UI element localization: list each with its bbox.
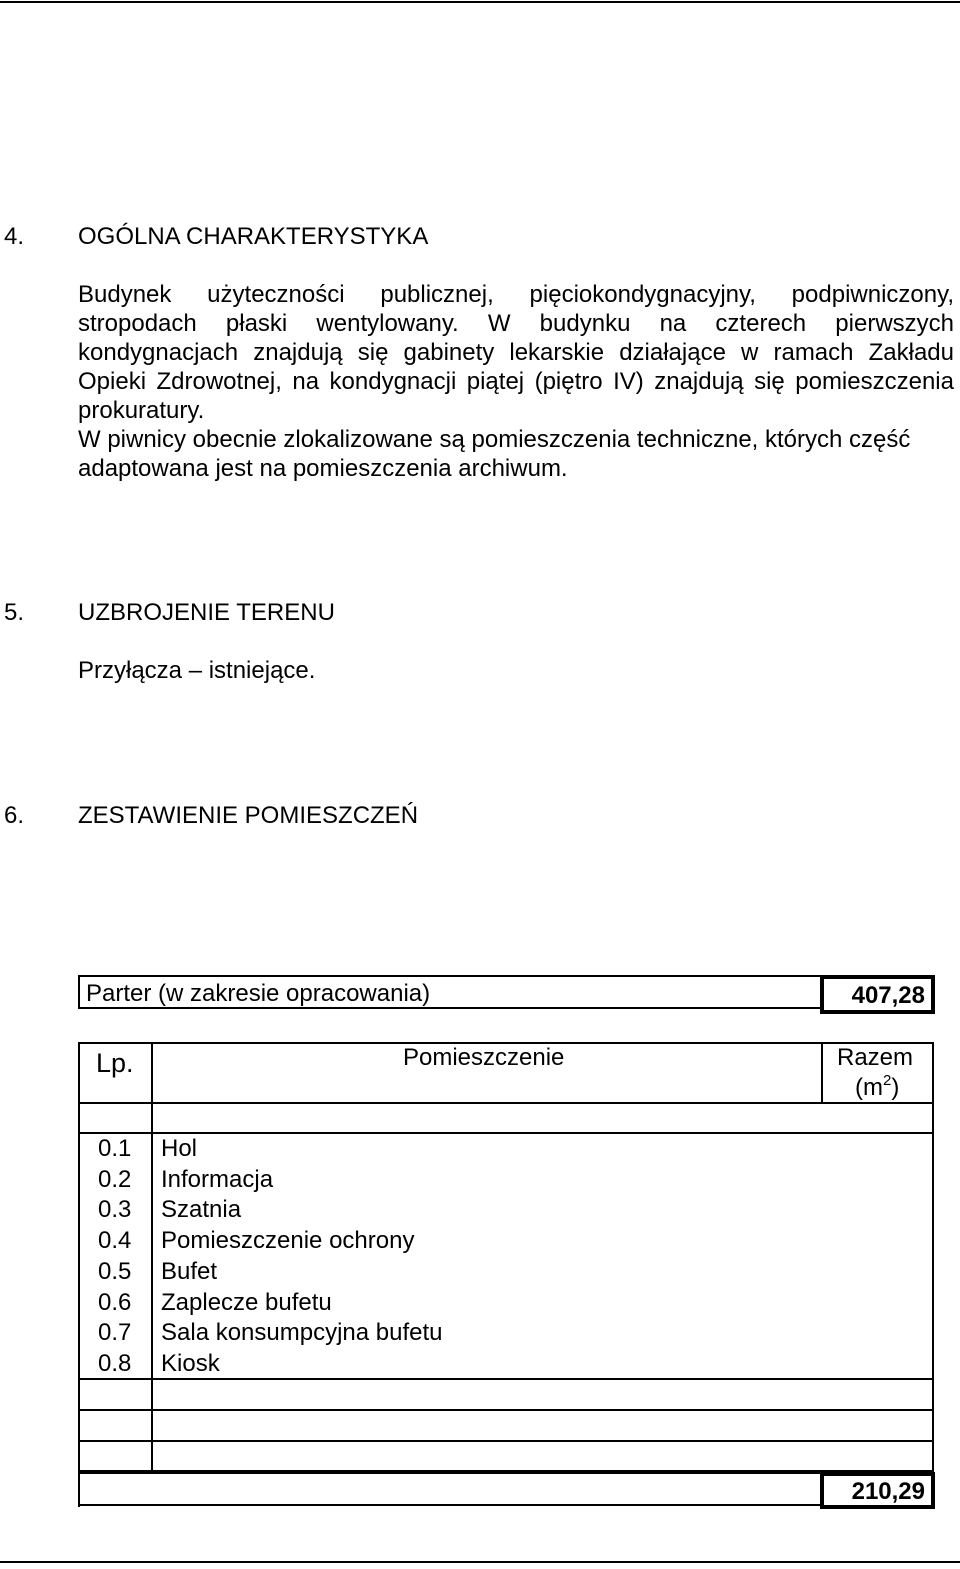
body-left-border <box>78 1102 80 1474</box>
row-lp: 0.3 <box>98 1196 132 1223</box>
row-lp: 0.1 <box>98 1135 132 1162</box>
row-name: Hol <box>161 1135 198 1162</box>
section-5-title: UZBROJENIE TERENU <box>78 599 335 626</box>
header-area-unit-open: (m <box>855 1074 883 1101</box>
row-name: Sala konsumpcyjna bufetu <box>161 1319 443 1346</box>
row-name: Informacja <box>161 1166 274 1193</box>
row-lp: 0.8 <box>98 1350 132 1377</box>
row-lp: 0.5 <box>98 1258 132 1285</box>
body-line-spacer-2 <box>78 1440 934 1442</box>
row-name: Zaplecze bufetu <box>161 1289 332 1316</box>
section-5-number: 5. <box>4 599 25 626</box>
section-4-paragraph-1: Budynek użyteczności publicznej, pięciokondygnacyjny, podpiwniczony, stropodach płaski wentylowany. W budynku na czterech pierwszych kondygnacjach znajdują się gabinety lekarskie działające w ramach Zakładu Opieki Zdrowotnej, na kondygnacji piątej (piętro IV) znajdują się pomieszczenia prokuratury. <box>78 281 954 424</box>
floor-label: Parter (w zakresie opracowania) <box>86 980 431 1007</box>
header-area-line1: Razem <box>837 1044 914 1071</box>
row-lp: 0.2 <box>98 1166 132 1193</box>
row-name: Bufet <box>161 1258 218 1285</box>
header-divider-2 <box>821 1042 823 1104</box>
header-area-unit-sup: 2 <box>882 1072 892 1089</box>
floor-total: 407,28 <box>851 982 925 1009</box>
section-6-number: 6. <box>4 802 25 829</box>
body-right-border <box>932 1102 934 1474</box>
section-6-title: ZESTAWIENIE POMIESZCZEŃ <box>78 802 419 829</box>
header-lp: Lp. <box>96 1048 134 1078</box>
section-4-number: 4. <box>4 223 25 250</box>
row-lp: 0.4 <box>98 1227 132 1254</box>
row-name: Pomieszczenie ochrony <box>161 1227 415 1254</box>
total-bottom-border <box>78 1504 822 1506</box>
floor-label-cell <box>78 975 820 1009</box>
section-5-text: Przyłącza – istniejące. <box>78 657 316 684</box>
row-name: Kiosk <box>161 1350 220 1377</box>
row-lp: 0.7 <box>98 1319 132 1346</box>
header-divider-1 <box>151 1042 153 1104</box>
body-divider-lp <box>151 1102 153 1474</box>
top-rule <box>0 1 960 3</box>
row-name: Szatnia <box>161 1196 242 1223</box>
floor-total-cell <box>820 975 935 1014</box>
section-4-title: OGÓLNA CHARAKTERYSTYKA <box>78 223 429 250</box>
header-room: Pomieszczenie <box>403 1044 565 1071</box>
bottom-rule <box>0 1561 960 1563</box>
total-left-border <box>78 1473 80 1507</box>
body-line-spacer-1 <box>78 1409 934 1411</box>
body-line-after-rows <box>78 1378 934 1380</box>
header-area-unit <box>855 1074 899 1102</box>
row-lp: 0.6 <box>98 1289 132 1316</box>
grand-total: 210,29 <box>851 1478 925 1505</box>
grand-total-cell <box>820 1472 935 1509</box>
section-4-paragraph-2: W piwnicy obecnie zlokalizowane są pomieszczenia techniczne, których część adaptowana jest na pomieszczenia archiwum. <box>78 426 911 482</box>
body-line-bold <box>78 1470 934 1474</box>
header-area-unit-close: ) <box>891 1074 900 1101</box>
body-line-empty-row <box>78 1132 934 1134</box>
